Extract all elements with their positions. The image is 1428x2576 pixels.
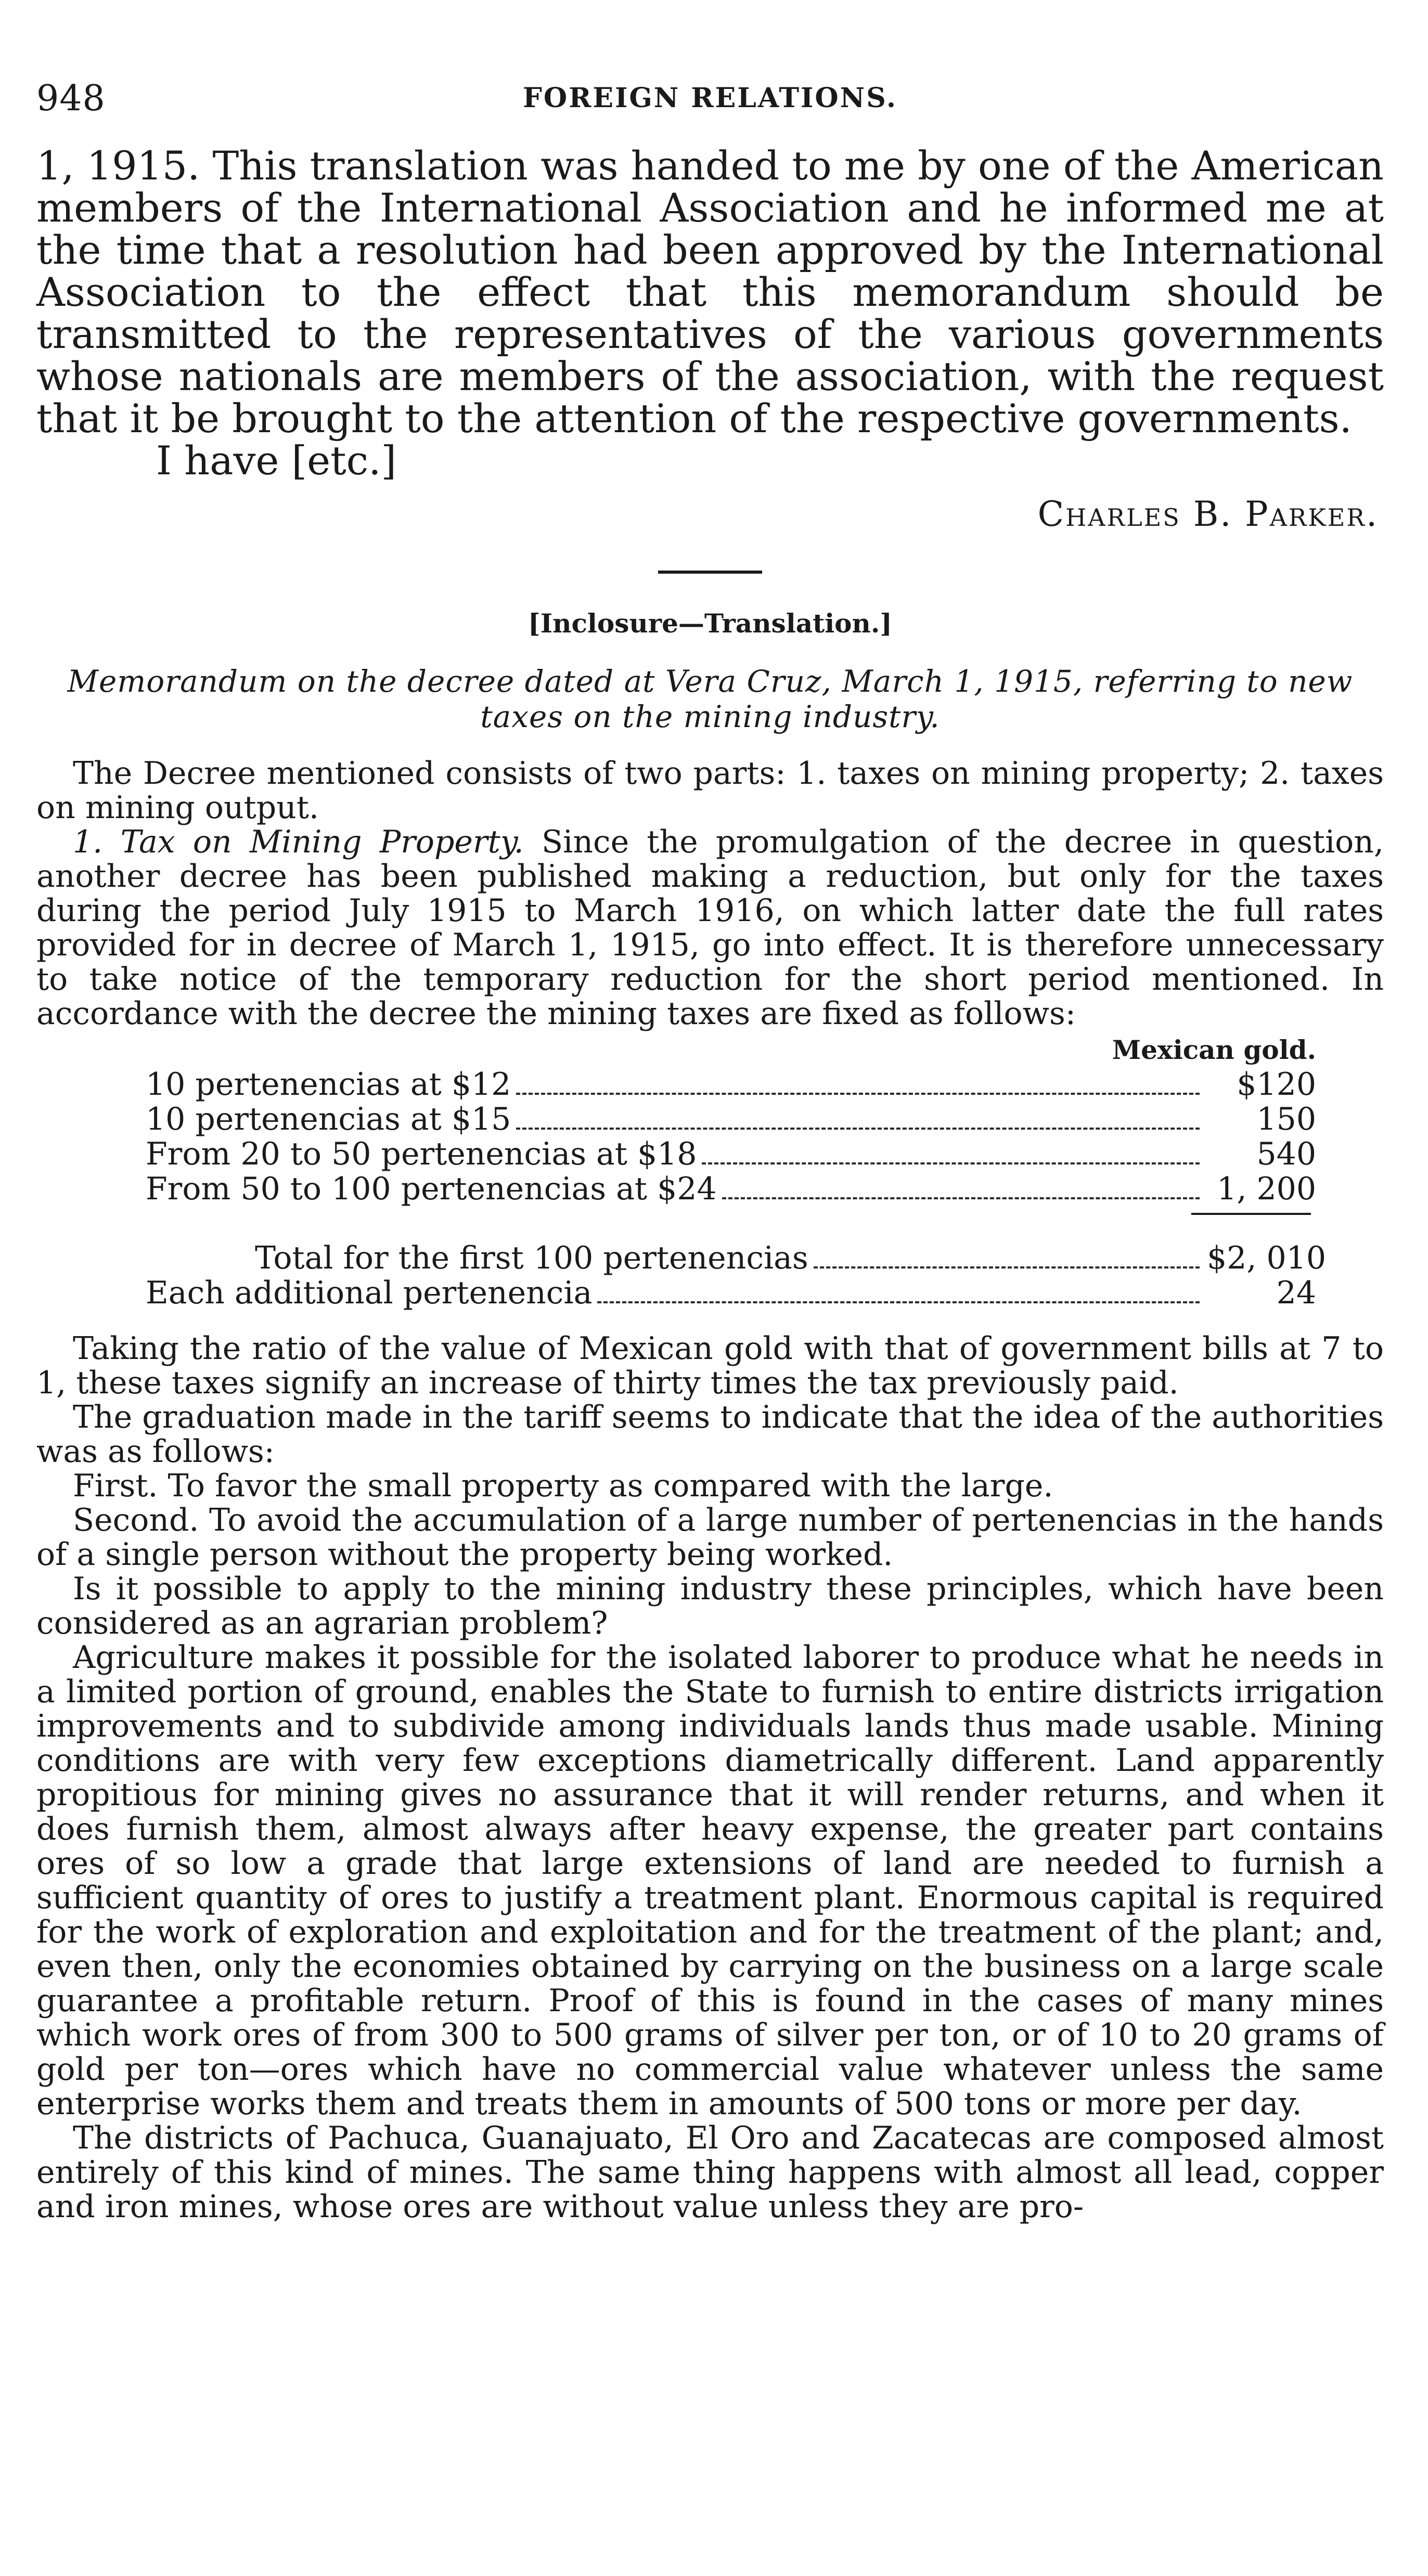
tax-row <box>36 1102 1316 1137</box>
inclosure-label: [Inclosure—Translation.] <box>528 608 892 639</box>
body-paragraph: Is it possible to apply to the mining industry these principles, which have been considered as an agrarian problem? <box>36 1571 1384 1641</box>
tax-row <box>36 1172 1316 1207</box>
tax-row-amount: 540 <box>1256 1136 1316 1172</box>
tax-total-label: Total for the first 100 pertenencias <box>255 1240 808 1276</box>
running-head <box>36 78 1384 135</box>
body-paragraph: First. To favor the small property as compared with the large. <box>73 1468 1053 1504</box>
document-page <box>36 78 1384 2224</box>
tax-column-header: Mexican gold. <box>1112 1034 1316 1065</box>
tax-row <box>36 1067 1316 1102</box>
section-divider <box>658 571 762 574</box>
body-paragraph: Taking the ratio of the value of Mexican gold with that of government bills at 7 to 1, these taxes signify an increase of thirty times the tax previously paid. <box>36 1330 1384 1401</box>
dot-leader <box>722 1197 1200 1199</box>
memorandum-title: Memorandum on the decree dated at Vera Cruz, March 1, 1915, referring to new taxes on the mining industry. <box>67 664 1353 734</box>
tax-total-row <box>36 1240 1327 1276</box>
dot-leader <box>597 1301 1200 1303</box>
body-paragraph: Second. To avoid the accumulation of a large number of pertenencias in the hands of a single person without the property being worked. <box>36 1502 1384 1573</box>
signature: Charles B. Parker. <box>1037 494 1379 534</box>
letter-closing: I have [etc.] <box>156 437 397 484</box>
section-heading: 1. Tax on Mining Property. <box>73 824 524 860</box>
tax-row-label: From 50 to 100 pertenencias at $24 <box>146 1171 717 1207</box>
running-title: FOREIGN RELATIONS. <box>523 82 897 114</box>
tax-additional-row <box>36 1276 1316 1311</box>
section-text: Since the promulgation of the decree in question, another decree has been published making a reduction, but only for the taxes during the period July 1915 to March 1916, on which latter date the full rates provided for in decree of March 1, 1915, go into effect. It is therefore unnecessary to take notice of the temporary reduction for the short period mentioned. In accordance with the decree the mining taxes are fixed as follows: <box>36 824 1384 1032</box>
tax-table <box>36 1033 1384 1311</box>
body-paragraph: The graduation made in the tariff seems to indicate that the idea of the authorities was as follows: <box>36 1399 1384 1470</box>
dot-leader <box>516 1128 1200 1130</box>
body-paragraph: Agriculture makes it possible for the isolated laborer to produce what he needs in a limited portion of ground, enables the State to furnish to entire districts irrigation improvements and to subdivide among individuals lands thus made usable. Mining conditions are with very few exceptions diametrically different. Land apparently propitious for mining gives no assurance that it will render returns, and when it does furnish them, almost always after heavy expense, the greater part contains ores of so low a grade that large extensions of land are needed to furnish a sufficient quantity of ores to justify a treatment plant. Enormous capital is required for the work of exploration and exploitation and for the treatment of the plant; and, even then, only the economies obtained by carrying on the business on a large scale guarantee a profitable return. Proof of this is found in the cases of many mines which work ores of from 300 to 500 grams of silver per ton, or of 10 to 20 grams of gold per ton—ores which have no commercial value whatever unless the same enterprise works them and treats them in amounts of 500 tons or more per day. <box>36 1639 1384 2122</box>
tax-row-label: From 20 to 50 pertenencias at $18 <box>146 1136 697 1172</box>
tax-additional-label: Each additional pertenencia <box>146 1275 593 1311</box>
tax-row <box>36 1137 1316 1172</box>
tax-row-amount: $120 <box>1237 1066 1316 1103</box>
page-number: 948 <box>36 78 106 119</box>
letter-paragraph: 1, 1915. This translation was handed to me by one of the American members of the International Association and he informed me at the time that a resolution had been approved by the International Association to the effect that this memorandum should be transmitted to the representatives of the various governments whose nationals are members of the association, with the request that it be brought to the attention of the respective governments. <box>36 143 1384 442</box>
dot-leader <box>814 1266 1200 1268</box>
tax-additional-amount: 24 <box>1276 1275 1316 1311</box>
tax-row-label: 10 pertenencias at $12 <box>146 1066 511 1103</box>
body-paragraph-tax-on-mining-property <box>36 825 1384 1031</box>
tax-total-amount: $2, 010 <box>1207 1240 1327 1276</box>
dot-leader <box>516 1093 1200 1095</box>
dot-leader <box>702 1162 1200 1164</box>
tax-row-label: 10 pertenencias at $15 <box>146 1101 511 1137</box>
body-paragraph: The Decree mentioned consists of two parts: 1. taxes on mining property; 2. taxes on mining output. <box>36 755 1384 826</box>
tax-row-amount: 150 <box>1256 1101 1316 1137</box>
body-paragraph: The districts of Pachuca, Guanajuato, El Oro and Zacatecas are composed almost entirely of this kind of mines. The same thing happens with almost all lead, copper and iron mines, whose ores are without value unless they are pro- <box>36 2120 1384 2225</box>
tax-row-amount: 1, 200 <box>1217 1171 1316 1207</box>
sum-rule <box>1191 1213 1311 1215</box>
